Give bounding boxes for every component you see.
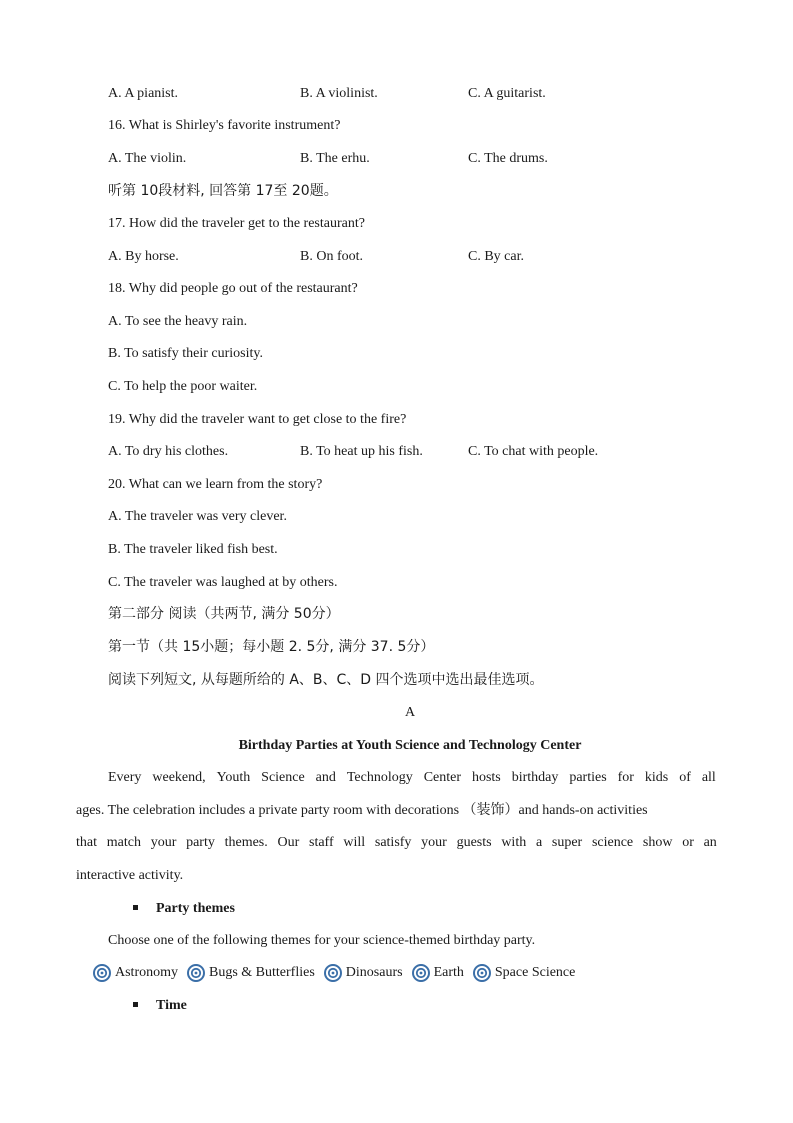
intro-line3-word: your: [421, 835, 447, 850]
theme-label: Earth: [433, 965, 464, 980]
section1-title: 第一节（共 15小题；每小题 2. 5分, 满分 37. 5分）: [108, 639, 435, 655]
intro-line3-word: show: [642, 835, 673, 850]
q19-question: 19. Why did the traveler want to get close to the fire?: [108, 412, 407, 427]
intro-line1-word: birthday: [511, 770, 559, 785]
intro-line1-word: for: [617, 770, 634, 785]
theme-item: [324, 963, 403, 983]
theme-label: Dinosaurs: [345, 965, 403, 980]
q18-option-b: B. To satisfy their curiosity.: [108, 346, 263, 361]
passage-title: Birthday Parties at Youth Science and Technology Center: [238, 738, 582, 753]
intro-line3-word: satisfy: [374, 835, 412, 850]
themes-list: [93, 963, 584, 983]
time-label: Time: [156, 998, 187, 1013]
intro-line1-word: of: [679, 770, 691, 785]
q20-option-b: B. The traveler liked fish best.: [108, 542, 278, 557]
q20-question: 20. What can we learn from the story?: [108, 477, 323, 492]
target-icon: [473, 964, 491, 982]
intro-line-1: [108, 769, 716, 787]
intro-line3-word: a: [535, 835, 543, 850]
q20-option-a: A. The traveler was very clever.: [108, 509, 287, 524]
q17-option-a: A. By horse.: [108, 249, 179, 264]
intro-line3-word: your: [150, 835, 177, 850]
target-icon: [412, 964, 430, 982]
bullet-square-icon: [133, 1002, 138, 1007]
intro-line1-word: and: [315, 770, 336, 785]
intro-line3-word: with: [501, 835, 527, 850]
theme-item: [473, 963, 575, 983]
intro-line1-word: parties: [569, 770, 607, 785]
intro-line3-word: Our: [277, 835, 300, 850]
theme-label: Astronomy: [115, 965, 178, 980]
intro-line-4: interactive activity.: [76, 868, 184, 883]
intro-line3-word: themes.: [224, 835, 268, 850]
target-icon: [187, 964, 205, 982]
passage-letter: A: [404, 705, 416, 720]
theme-label: Bugs & Butterflies: [209, 965, 315, 980]
q18-question: 18. Why did people go out of the restaurant?: [108, 281, 358, 296]
intro-line3-word: an: [703, 835, 717, 850]
intro-line1-word: all: [701, 770, 716, 785]
q15-option-a: A. A pianist.: [108, 86, 179, 101]
party-themes-label: Party themes: [156, 901, 235, 916]
themes-intro: Choose one of the following themes for your science-themed birthday party.: [108, 933, 536, 948]
intro-line3-word: will: [343, 835, 366, 850]
intro-line-2: ages. The celebration includes a private party room with decorations （装饰）and hands-on activities: [76, 803, 648, 818]
intro-line3-word: staff: [309, 835, 334, 850]
section10-instruction: 听第 10段材料, 回答第 17至 20题。: [108, 183, 338, 199]
reading-instruction: 阅读下列短文, 从每题所给的 A、B、C、D 四个选项中选出最佳选项。: [108, 672, 544, 688]
intro-line1-word: kids: [644, 770, 669, 785]
q17-option-c: C. By car.: [468, 249, 524, 264]
intro-line1-word: weekend,: [152, 770, 206, 785]
q17-question: 17. How did the traveler get to the restaurant?: [108, 216, 365, 231]
intro-line1-word: Technology: [346, 770, 413, 785]
q19-option-a: A. To dry his clothes.: [108, 444, 229, 459]
q20-option-c: C. The traveler was laughed at by others.: [108, 575, 338, 590]
intro-line3-word: super: [551, 835, 583, 850]
intro-line3-word: science: [591, 835, 634, 850]
q15-option-c: C. A guitarist.: [468, 86, 546, 101]
theme-label: Space Science: [494, 965, 576, 980]
intro-line3-word: party: [186, 835, 215, 850]
q18-option-c: C. To help the poor waiter.: [108, 379, 258, 394]
bullet-square-icon: [133, 905, 138, 910]
time-heading: [133, 997, 187, 1015]
q19-option-b: B. To heat up his fish.: [300, 444, 423, 459]
q18-option-a: A. To see the heavy rain.: [108, 314, 248, 329]
q16-option-b: B. The erhu.: [300, 151, 370, 166]
intro-line3-word: that: [76, 835, 97, 850]
intro-line1-word: hosts: [471, 770, 501, 785]
intro-line3-word: or: [682, 835, 694, 850]
intro-line1-word: Center: [423, 770, 462, 785]
q16-option-a: A. The violin.: [108, 151, 187, 166]
intro-line-3: [76, 834, 717, 852]
part2-title: 第二部分 阅读（共两节, 满分 50分）: [108, 606, 340, 622]
intro-line3-word: guests: [456, 835, 492, 850]
q16-option-c: C. The drums.: [468, 151, 548, 166]
target-icon: [93, 964, 111, 982]
theme-item: [412, 963, 464, 983]
intro-line1-word: Youth: [216, 770, 251, 785]
target-icon: [324, 964, 342, 982]
q17-option-b: B. On foot.: [300, 249, 363, 264]
intro-line1-word: Science: [261, 770, 305, 785]
intro-line1-word: Every: [108, 770, 142, 785]
theme-item: [187, 963, 315, 983]
q15-option-b: B. A violinist.: [300, 86, 378, 101]
party-themes-heading: [133, 900, 235, 918]
intro-line3-word: match: [106, 835, 141, 850]
theme-item: [93, 963, 178, 983]
q16-question: 16. What is Shirley's favorite instrument?: [108, 118, 341, 133]
q19-option-c: C. To chat with people.: [468, 444, 599, 459]
